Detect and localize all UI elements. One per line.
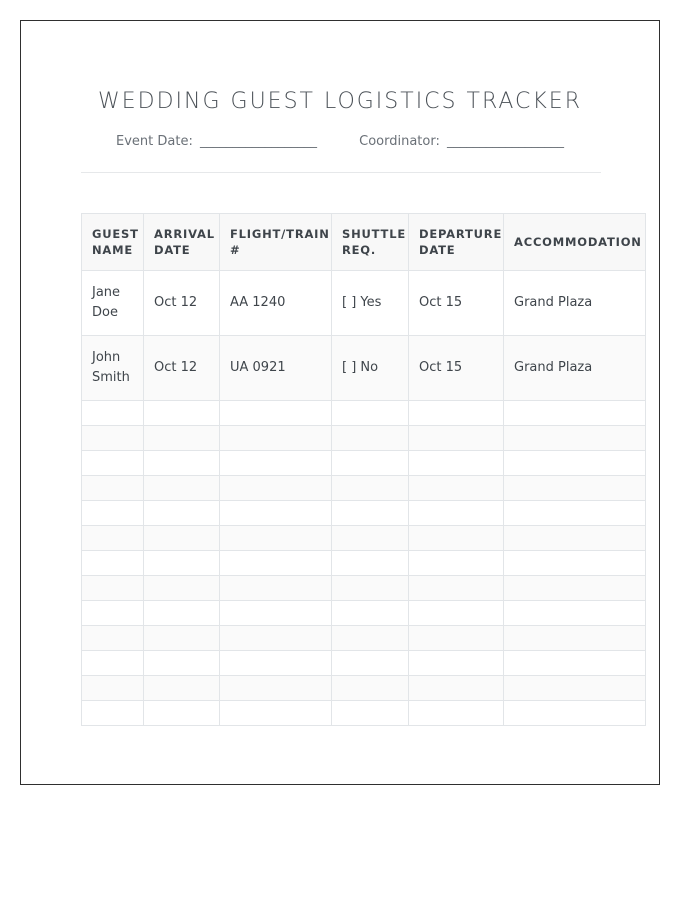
cell-accommodation[interactable]: Grand Plaza [504,336,646,401]
cell-flight-train-empty[interactable] [220,476,332,501]
cell-departure-date-empty[interactable] [409,626,504,651]
cell-guest-name-empty[interactable] [82,576,144,601]
guest-logistics-table [81,213,646,726]
cell-accommodation-empty[interactable] [504,526,646,551]
cell-guest-name-empty[interactable] [82,401,144,426]
cell-flight-train-empty[interactable] [220,601,332,626]
empty-table-row [82,651,646,676]
cell-departure-date-empty[interactable] [409,401,504,426]
cell-departure-date[interactable]: Oct 15 [409,271,504,336]
cell-guest-name-empty[interactable] [82,476,144,501]
cell-departure-date-empty[interactable] [409,501,504,526]
empty-table-row [82,526,646,551]
cell-flight-train-empty[interactable] [220,576,332,601]
cell-departure-date-empty[interactable] [409,476,504,501]
cell-flight-train-empty[interactable] [220,651,332,676]
cell-flight-train-empty[interactable] [220,501,332,526]
cell-accommodation-empty[interactable] [504,426,646,451]
cell-guest-name-empty[interactable] [82,676,144,701]
tracker-sheet [20,20,660,785]
header-departure-date: DEPARTURE DATE [409,214,504,271]
cell-flight-train[interactable]: AA 1240 [220,271,332,336]
cell-departure-date-empty[interactable] [409,451,504,476]
cell-departure-date[interactable]: Oct 15 [409,336,504,401]
cell-shuttle-req-empty[interactable] [332,451,409,476]
cell-departure-date-empty[interactable] [409,601,504,626]
cell-guest-name-empty[interactable] [82,651,144,676]
cell-arrival-date-empty[interactable] [144,476,220,501]
cell-accommodation-empty[interactable] [504,451,646,476]
cell-guest-name-empty[interactable] [82,601,144,626]
cell-departure-date-empty[interactable] [409,651,504,676]
cell-arrival-date-empty[interactable] [144,426,220,451]
header-shuttle-req: SHUTTLE REQ. [332,214,409,271]
cell-arrival-date-empty[interactable] [144,651,220,676]
cell-shuttle-req-empty[interactable] [332,701,409,726]
cell-accommodation[interactable]: Grand Plaza [504,271,646,336]
cell-accommodation-empty[interactable] [504,476,646,501]
cell-shuttle-req[interactable]: [ ] No [332,336,409,401]
cell-shuttle-req-empty[interactable] [332,526,409,551]
cell-arrival-date-empty[interactable] [144,676,220,701]
cell-arrival-date-empty[interactable] [144,401,220,426]
empty-table-row [82,601,646,626]
header-accommodation: ACCOMMODATION [504,214,646,271]
table-body [82,271,646,726]
empty-table-row [82,551,646,576]
cell-accommodation-empty[interactable] [504,626,646,651]
cell-arrival-date-empty[interactable] [144,501,220,526]
cell-flight-train-empty[interactable] [220,551,332,576]
cell-flight-train-empty[interactable] [220,676,332,701]
cell-arrival-date[interactable]: Oct 12 [144,271,220,336]
cell-accommodation-empty[interactable] [504,576,646,601]
cell-flight-train-empty[interactable] [220,401,332,426]
event-date-field [116,134,317,149]
cell-guest-name-empty[interactable] [82,701,144,726]
cell-departure-date-empty[interactable] [409,676,504,701]
empty-table-row [82,451,646,476]
cell-departure-date-empty[interactable] [409,701,504,726]
cell-guest-name-empty[interactable] [82,501,144,526]
cell-shuttle-req-empty[interactable] [332,426,409,451]
cell-accommodation-empty[interactable] [504,701,646,726]
cell-flight-train-empty[interactable] [220,626,332,651]
meta-fields [21,134,659,149]
cell-guest-name-empty[interactable] [82,526,144,551]
header-flight-train: FLIGHT/TRAIN # [220,214,332,271]
cell-departure-date-empty[interactable] [409,426,504,451]
cell-guest-name-empty[interactable] [82,426,144,451]
cell-accommodation-empty[interactable] [504,501,646,526]
cell-departure-date-empty[interactable] [409,551,504,576]
table-row [82,336,646,401]
cell-shuttle-req-empty[interactable] [332,401,409,426]
cell-flight-train-empty[interactable] [220,701,332,726]
cell-guest-name-empty[interactable] [82,626,144,651]
coordinator-label: Coordinator: [359,134,440,149]
header-divider [81,172,601,173]
empty-table-row [82,626,646,651]
empty-table-row [82,576,646,601]
empty-table-row [82,501,646,526]
cell-shuttle-req-empty[interactable] [332,501,409,526]
empty-table-row [82,401,646,426]
cell-flight-train-empty[interactable] [220,426,332,451]
cell-departure-date-empty[interactable] [409,526,504,551]
cell-shuttle-req-empty[interactable] [332,601,409,626]
cell-guest-name[interactable]: John Smith [82,336,144,401]
empty-table-row [82,701,646,726]
cell-shuttle-req-empty[interactable] [332,651,409,676]
cell-arrival-date-empty[interactable] [144,451,220,476]
cell-arrival-date-empty[interactable] [144,701,220,726]
header-guest-name: GUEST NAME [82,214,144,271]
cell-flight-train[interactable]: UA 0921 [220,336,332,401]
cell-shuttle-req-empty[interactable] [332,576,409,601]
cell-shuttle-req-empty[interactable] [332,626,409,651]
cell-accommodation-empty[interactable] [504,676,646,701]
empty-table-row [82,426,646,451]
event-date-label: Event Date: [116,134,193,149]
cell-shuttle-req-empty[interactable] [332,676,409,701]
table-row [82,271,646,336]
cell-shuttle-req[interactable]: [ ] Yes [332,271,409,336]
cell-departure-date-empty[interactable] [409,576,504,601]
cell-guest-name[interactable]: Jane Doe [82,271,144,336]
document-title: WEDDING GUEST LOGISTICS TRACKER [98,89,582,114]
cell-accommodation-empty[interactable] [504,601,646,626]
cell-shuttle-req-empty[interactable] [332,551,409,576]
cell-accommodation-empty[interactable] [504,401,646,426]
cell-arrival-date-empty[interactable] [144,576,220,601]
cell-flight-train-empty[interactable] [220,526,332,551]
cell-flight-train-empty[interactable] [220,451,332,476]
table-header-row [82,214,646,271]
cell-arrival-date-empty[interactable] [144,526,220,551]
empty-table-row [82,676,646,701]
cell-arrival-date[interactable]: Oct 12 [144,336,220,401]
empty-table-row [82,476,646,501]
cell-accommodation-empty[interactable] [504,551,646,576]
cell-accommodation-empty[interactable] [504,651,646,676]
cell-guest-name-empty[interactable] [82,551,144,576]
cell-guest-name-empty[interactable] [82,451,144,476]
cell-arrival-date-empty[interactable] [144,601,220,626]
event-date-blank[interactable]: __________________ [199,134,317,149]
cell-arrival-date-empty[interactable] [144,626,220,651]
cell-arrival-date-empty[interactable] [144,551,220,576]
coordinator-blank[interactable]: __________________ [446,134,564,149]
cell-shuttle-req-empty[interactable] [332,476,409,501]
coordinator-field [359,134,564,149]
header-arrival-date: ARRIVAL DATE [144,214,220,271]
